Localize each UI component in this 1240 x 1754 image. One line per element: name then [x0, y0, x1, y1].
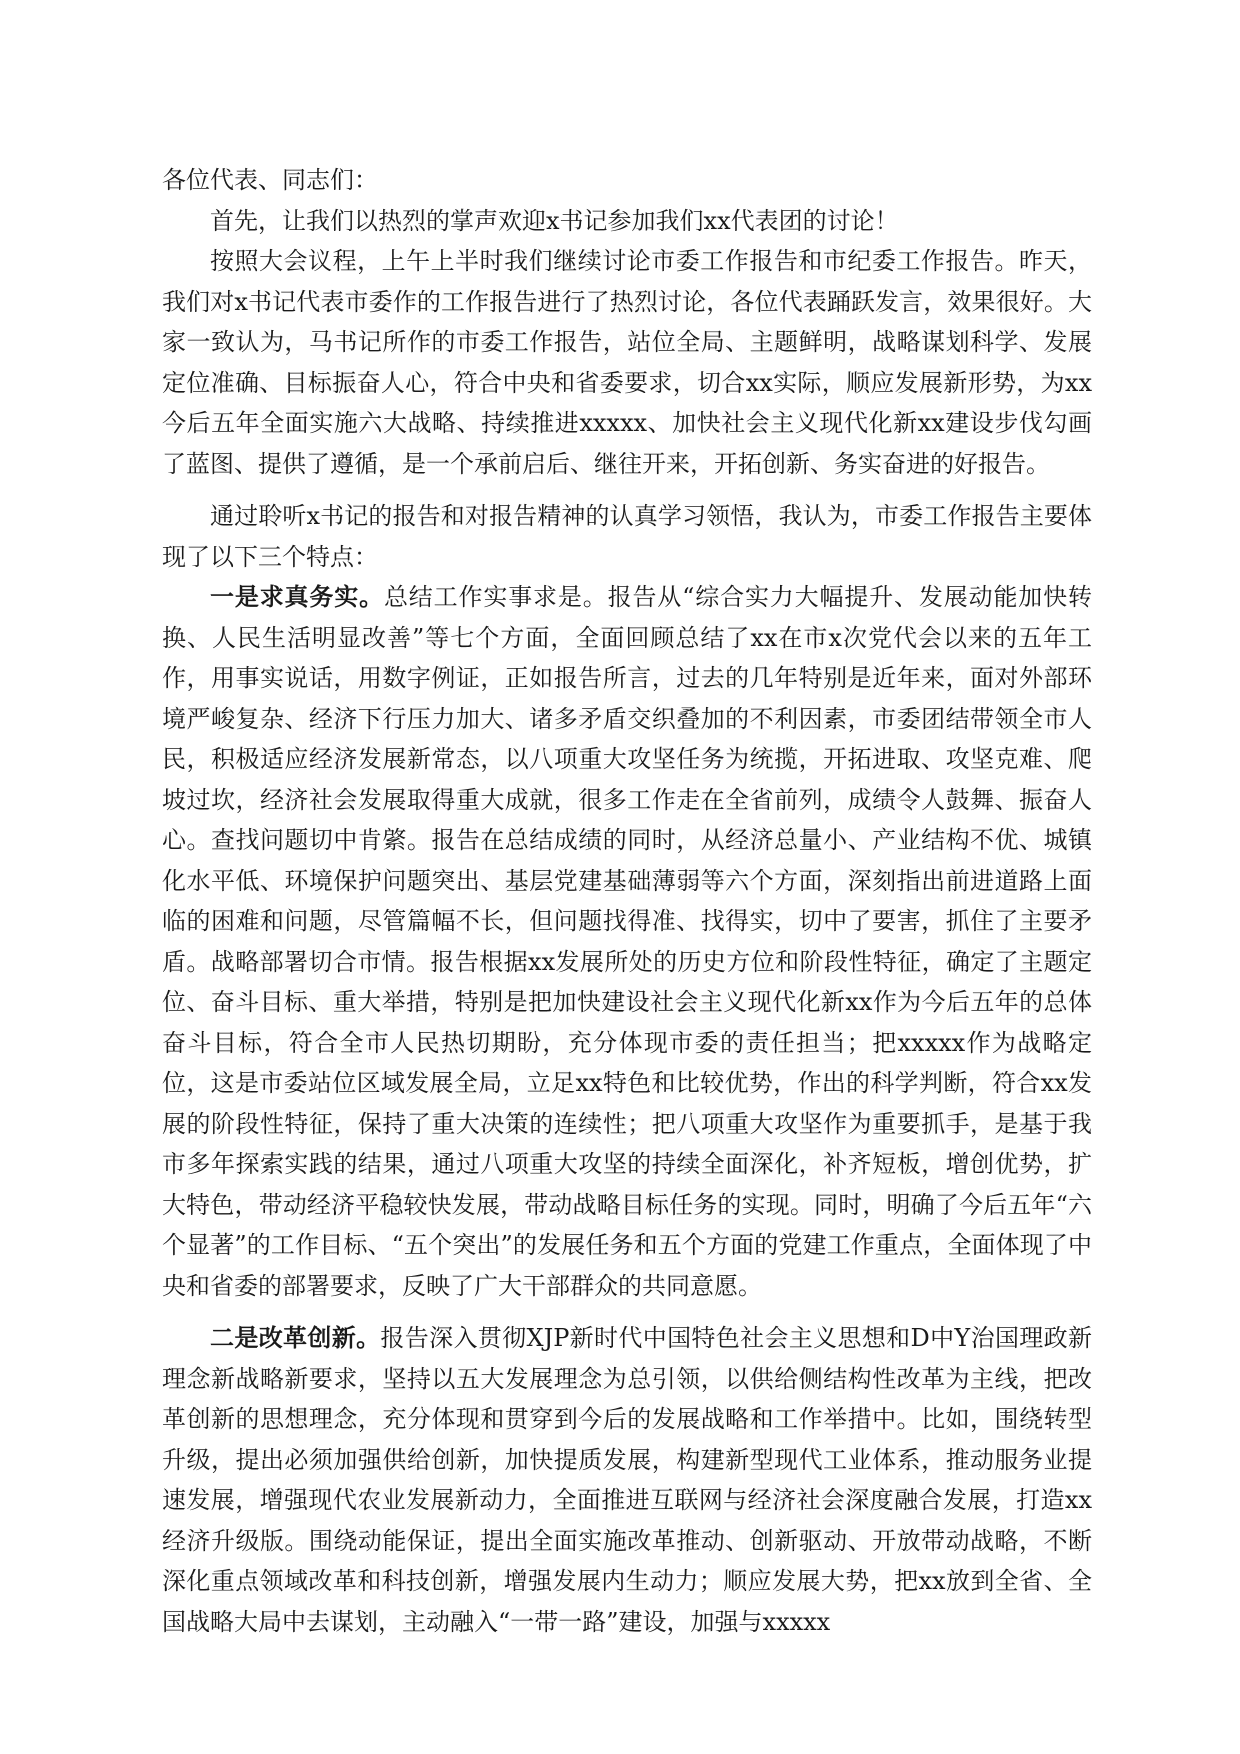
paragraph-features-intro: 通过聆听x书记的报告和对报告精神的认真学习领悟，我认为，市委工作报告主要体现了以下三个特点： — [162, 502, 1092, 571]
document-body — [162, 160, 1092, 1642]
point-two-heading: 二是改革创新。 — [210, 1323, 381, 1352]
paragraph-welcome: 首先，让我们以热烈的掌声欢迎x书记参加我们xx代表团的讨论！ — [210, 206, 899, 235]
point-two-body: 报告深入贯彻XJP新时代中国特色社会主义思想和D中Y治国理政新理念新战略新要求，坚持以五大发展理念为总引领，以供给侧结构性改革为主线，把改革创新的思想理念，充分体现和贯穿到今后的发展战略和工作举措中。比如，围绕转型升级，提出必须加强供给创新，加快提质发展，构建新型现代工业体系，推动服务业提速发展，增强现代农业发展新动力，全面推进互联网与经济社会深度融合发展，打造xx经济升级版。围绕动能保证，提出全面实施改革推动、创新驱动、开放带动战略，不断深化重点领域改革和科技创新，增强发展内生动力；顺应发展大势，把xx放到全省、全国战略大局中去谋划，主动融入“一带一路”建设，加强与xxxxx — [162, 1324, 1092, 1636]
salutation: 各位代表、同志们： — [162, 166, 378, 194]
point-one-body: 总结工作实事求是。报告从“综合实力大幅提升、发展动能加快转换、人民生活明显改善”等七个方面，全面回顾总结了xx在市x次党代会以来的五年工作，用事实说话，用数字例证，正如报告所言，过去的几年特别是近年来，面对外部环境严峻复杂、经济下行压力加大、诸多矛盾交织叠加的不利因素，市委团结带领全市人民，积极适应经济发展新常态，以八项重大攻坚任务为统揽，开拓进取、攻坚克难、爬坡过坎，经济社会发展取得重大成就，很多工作走在全省前列，成绩令人鼓舞、振奋人心。查找问题切中肯綮。报告在总结成绩的同时，从经济总量小、产业结构不优、城镇化水平低、环境保护问题突出、基层党建基础薄弱等六个方面，深刻指出前进道路上面临的困难和问题，尽管篇幅不长，但问题找得准、找得实，切中了要害，抓住了主要矛盾。战略部署切合市情。报告根据xx发展所处的历史方位和阶段性特征，确定了主题定位、奋斗目标、重大举措，特别是把加快建设社会主义现代化新xx作为今后五年的总体奋斗目标，符合全市人民热切期盼，充分体现市委的责任担当；把xxxxx作为战略定位，这是市委站位区域发展全局，立足xx特色和比较优势，作出的科学判断，符合xx发展的阶段性特征，保持了重大决策的连续性；把八项重大攻坚作为重要抓手，是基于我市多年探索实践的结果，通过八项重大攻坚的持续全面深化，补齐短板，增创优势，扩大特色，带动经济平稳较快发展，带动战略目标任务的实现。同时，明确了今后五年“六个显著”的工作目标、“五个突出”的发展任务和五个方面的党建工作重点，全面体现了中央和省委的部署要求，反映了广大干部群众的共同意愿。 — [162, 583, 1092, 1300]
paragraph-point-two — [162, 1318, 1092, 1642]
paragraph-agenda: 按照大会议程，上午上半时我们继续讨论市委工作报告和市纪委工作报告。昨天，我们对x书记代表市委作的工作报告进行了热烈讨论，各位代表踊跃发言，效果很好。大家一致认为，马书记所作的市委工作报告，站位全局、主题鲜明，战略谋划科学、发展定位准确、目标振奋人心，符合中央和省委要求，切合xx实际，顺应发展新形势，为xx今后五年全面实施六大战略、持续推进xxxxx、加快社会主义现代化新xx建设步伐勾画了蓝图、提供了遵循，是一个承前启后、继往开来，开拓创新、务实奋进的好报告。 — [162, 247, 1092, 478]
paragraph-point-one — [162, 577, 1092, 1306]
point-one-heading: 一是求真务实。 — [210, 582, 384, 611]
